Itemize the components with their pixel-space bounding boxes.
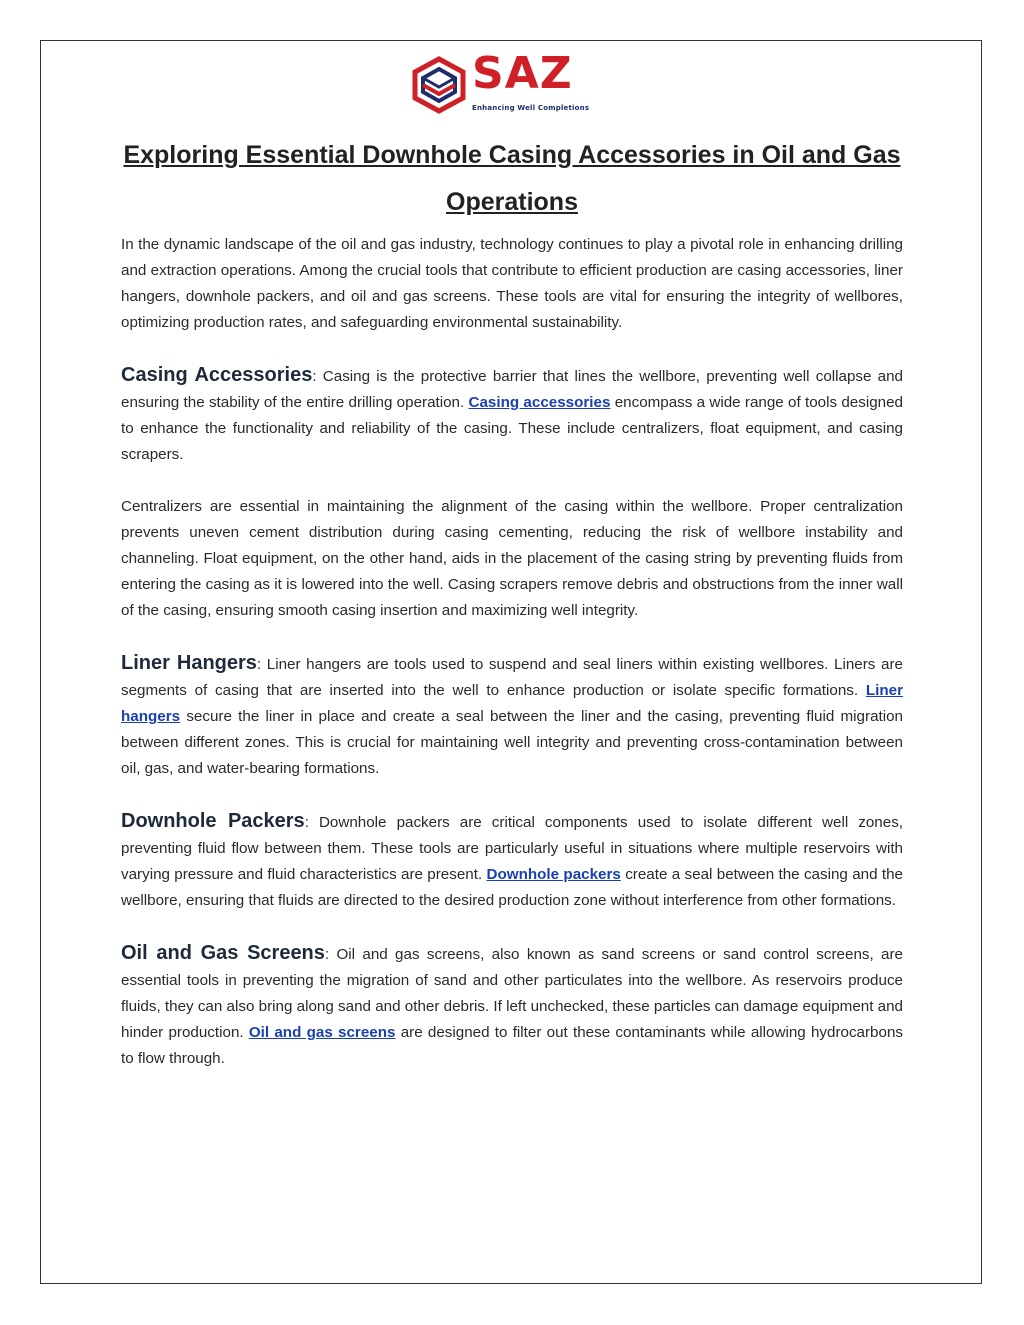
casing-section [121, 362, 903, 468]
casing-text-a: : Casing is the protective barrier that lines the wellbore, preventing well collapse and ensuring the stability of the entire drilling operation. [121, 368, 903, 411]
casing-heading: Casing Accessories [121, 364, 313, 386]
packers-text-b: create a seal between the casing and the wellbore, ensuring that fluids are directed to the desired production zone without interference from other formations. [121, 866, 903, 909]
centralizers-paragraph: Centralizers are essential in maintaining the alignment of the casing within the wellbore. Proper centralization prevents uneven cement distribution during casing cementing, reducing the risk of wellbore instability and channeling. Float equipment, on the other hand, aids in the placement of the casing string by preventing fluids from entering the casing as it is lowered into the well. Casing scrapers remove debris and obstructions from the inner wall of the casing, ensuring smooth casing insertion and maximizing well integrity. [121, 498, 903, 619]
hexagon-logo-icon [410, 56, 468, 114]
intro-paragraph: In the dynamic landscape of the oil and gas industry, technology continues to play a pivotal role in enhancing drilling and extraction operations. Among the crucial tools that contribute to efficient production are casing accessories, liner hangers, downhole packers, and oil and gas screens. These tools are vital for ensuring the integrity of wellbores, optimizing production rates, and safeguarding environmental sustainability. [121, 236, 903, 331]
screens-section [121, 940, 903, 1072]
screens-text-b: are designed to filter out these contaminants while allowing hydrocarbons to flow through. [121, 1024, 903, 1067]
packers-section [121, 808, 903, 914]
logo-tagline: Enhancing Well Completions [472, 104, 590, 112]
article-body [121, 232, 903, 1072]
page-title: Exploring Essential Downhole Casing Accessories in Oil and Gas Operations [123, 141, 901, 216]
saz-logo [410, 48, 600, 116]
liner-heading: Liner Hangers [121, 652, 257, 674]
casing-text-b: encompass a wide range of tools designed to enhance the functionality and reliability of the casing. These include centralizers, float equipment, and casing scrapers. [121, 394, 904, 463]
liner-hangers-link[interactable]: Liner hangers [121, 682, 903, 725]
packers-text-a: : Downhole packers are critical components used to isolate different well zones, preventing fluid flow between them. These tools are particularly useful in situations where multiple reservoirs with varying pressure and fluid characteristics are present. [121, 814, 904, 883]
packers-heading: Downhole Packers [121, 810, 305, 832]
oil-gas-screens-link[interactable]: Oil and gas screens [248, 1024, 396, 1041]
liner-text-a: : Liner hangers are tools used to suspend and seal liners within existing wellbores. Liners are segments of casing that are inserted into the well to enhance production or isolate specific formations. [121, 656, 903, 699]
logo-wordmark: SAZ [472, 48, 573, 99]
casing-accessories-link[interactable]: Casing accessories [468, 394, 611, 411]
liner-section [121, 650, 903, 782]
screens-text-a: : Oil and gas screens, also known as sand screens or sand control screens, are essential tools in preventing the migration of sand and other particulates into the wellbore. As reservoirs produce fluids, they can also bring along sand and other debris. If left unchecked, these particles can damage equipment and hinder production. [121, 946, 903, 1041]
screens-heading: Oil and Gas Screens [121, 942, 325, 964]
liner-text-b: secure the liner in place and create a seal between the liner and the casing, preventing fluid migration between different zones. This is crucial for maintaining well integrity and preventing cross-contamination between oil, gas, and water-bearing formations. [121, 708, 903, 777]
downhole-packers-link[interactable]: Downhole packers [486, 866, 621, 883]
